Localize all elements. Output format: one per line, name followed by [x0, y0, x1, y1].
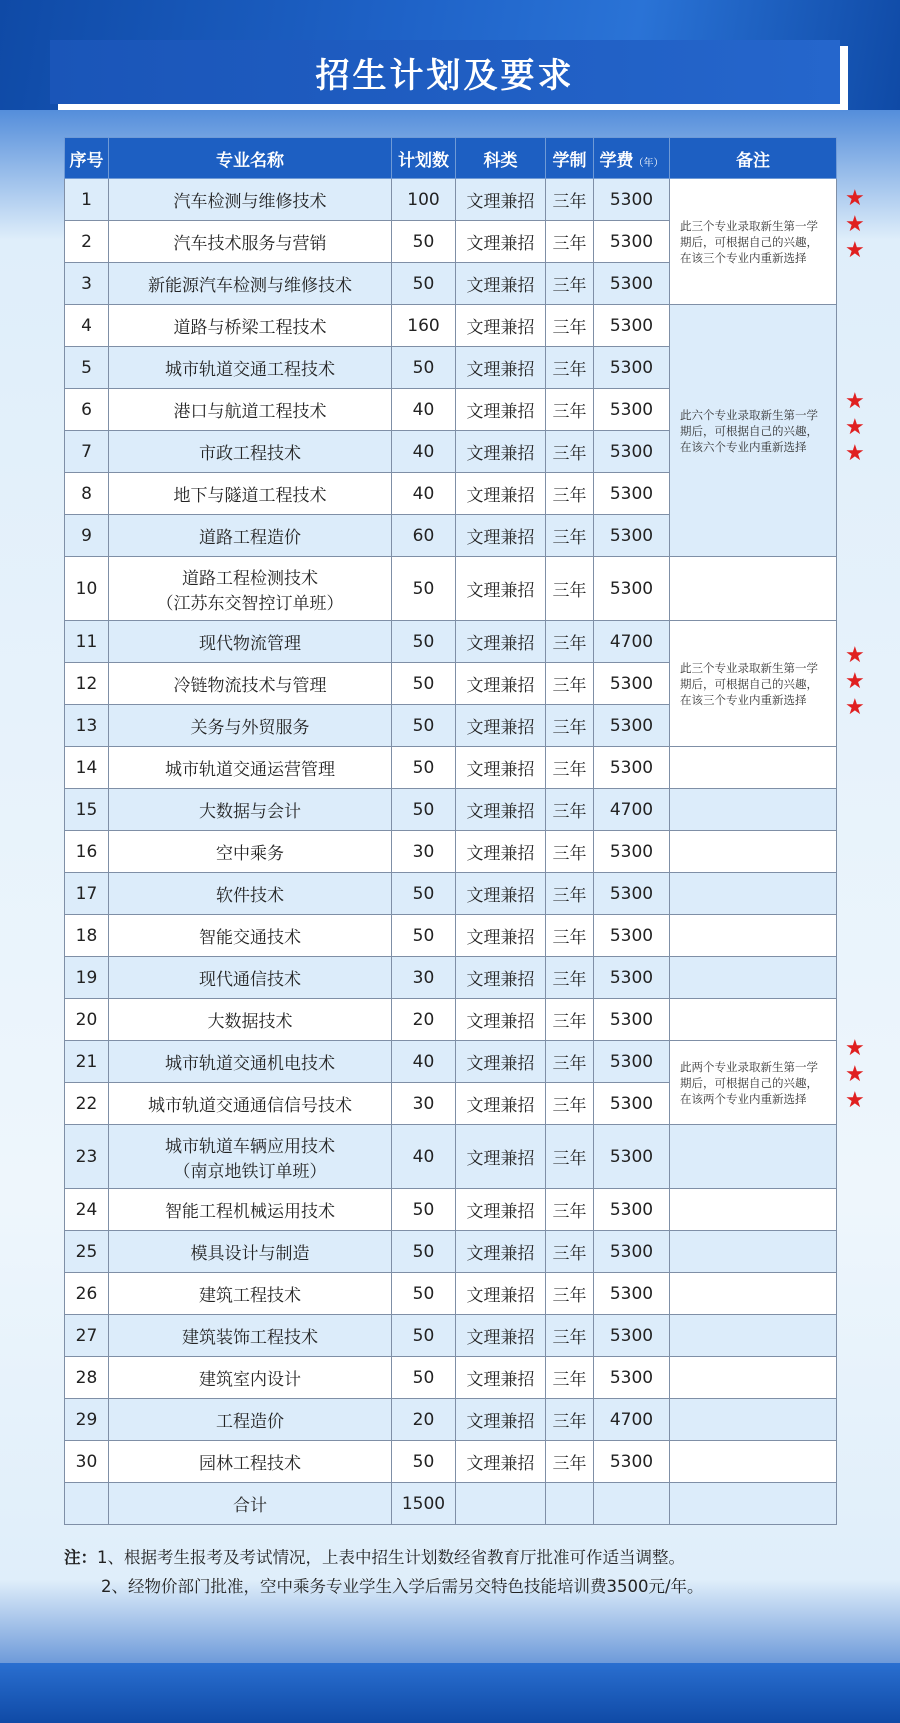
cell-name: 城市轨道车辆应用技术 （南京地铁订单班） — [109, 1125, 392, 1189]
remark-cell-empty — [670, 789, 837, 831]
star-icon: ★ — [845, 441, 865, 466]
table-row — [65, 747, 837, 789]
cell-fee: 5300 — [594, 557, 670, 621]
header-seq: 序号 — [65, 138, 109, 179]
cell-seq: 1 — [65, 179, 109, 221]
cell-fee: 5300 — [594, 1273, 670, 1315]
cell-seq: 4 — [65, 305, 109, 347]
header-fee: 学费（年） — [594, 138, 670, 179]
cell-fee: 5300 — [594, 1315, 670, 1357]
cell-plan: 50 — [392, 789, 456, 831]
cell-seq: 15 — [65, 789, 109, 831]
cell-category: 文理兼招 — [456, 1273, 546, 1315]
cell-name: 道路工程造价 — [109, 515, 392, 557]
cell-seq: 2 — [65, 221, 109, 263]
cell-seq: 10 — [65, 557, 109, 621]
cell-name: 软件技术 — [109, 873, 392, 915]
cell-plan: 50 — [392, 1315, 456, 1357]
cell-seq: 22 — [65, 1083, 109, 1125]
cell-fee: 5300 — [594, 263, 670, 305]
cell-plan: 50 — [392, 705, 456, 747]
remark-cell: 此三个专业录取新生第一学期后，可根据自己的兴趣，在该三个专业内重新选择 — [670, 179, 837, 305]
total-row — [65, 1483, 837, 1525]
cell-duration: 三年 — [546, 179, 594, 221]
cell-name: 城市轨道交通工程技术 — [109, 347, 392, 389]
page-title: 招生计划及要求 — [315, 55, 575, 96]
cell-seq: 14 — [65, 747, 109, 789]
cell-name: 关务与外贸服务 — [109, 705, 392, 747]
cell-name: 工程造价 — [109, 1399, 392, 1441]
total-label: 合计 — [109, 1483, 392, 1525]
cell-seq: 27 — [65, 1315, 109, 1357]
cell-seq: 21 — [65, 1041, 109, 1083]
table-row — [65, 557, 837, 621]
footnotes — [64, 1543, 864, 1601]
cell-duration: 三年 — [546, 663, 594, 705]
cell-duration: 三年 — [546, 557, 594, 621]
star-icon: ★ — [845, 695, 865, 720]
cell-seq: 28 — [65, 1357, 109, 1399]
remark-cell-empty — [670, 1441, 837, 1483]
cell-fee: 4700 — [594, 1399, 670, 1441]
remark-cell-empty — [670, 915, 837, 957]
cell-name: 汽车检测与维修技术 — [109, 179, 392, 221]
cell-category: 文理兼招 — [456, 621, 546, 663]
cell-category: 文理兼招 — [456, 1231, 546, 1273]
cell-category: 文理兼招 — [456, 831, 546, 873]
cell-category: 文理兼招 — [456, 389, 546, 431]
cell-duration: 三年 — [546, 473, 594, 515]
table-row — [65, 621, 837, 663]
cell-duration: 三年 — [546, 431, 594, 473]
cell-duration: 三年 — [546, 347, 594, 389]
remark-cell-empty — [670, 831, 837, 873]
cell-name: 港口与航道工程技术 — [109, 389, 392, 431]
header-category: 科类 — [456, 138, 546, 179]
cell-name: 道路工程检测技术 （江苏东交智控订单班） — [109, 557, 392, 621]
cell-seq: 18 — [65, 915, 109, 957]
cell-duration: 三年 — [546, 1083, 594, 1125]
cell-duration: 三年 — [546, 705, 594, 747]
table-row — [65, 957, 837, 999]
cell-category: 文理兼招 — [456, 557, 546, 621]
star-icon: ★ — [845, 389, 865, 414]
cell-fee: 4700 — [594, 789, 670, 831]
cell-seq: 20 — [65, 999, 109, 1041]
cell-category: 文理兼招 — [456, 1357, 546, 1399]
remark-cell-empty — [670, 1189, 837, 1231]
cell-fee: 4700 — [594, 621, 670, 663]
cell-fee: 5300 — [594, 873, 670, 915]
table-row — [65, 915, 837, 957]
header-duration: 学制 — [546, 138, 594, 179]
cell-duration: 三年 — [546, 221, 594, 263]
cell-name: 冷链物流技术与管理 — [109, 663, 392, 705]
cell-seq: 3 — [65, 263, 109, 305]
cell-duration: 三年 — [546, 1315, 594, 1357]
star-icon: ★ — [845, 415, 865, 440]
cell-category: 文理兼招 — [456, 999, 546, 1041]
cell-fee: 5300 — [594, 515, 670, 557]
cell-category: 文理兼招 — [456, 305, 546, 347]
cell-plan: 40 — [392, 1125, 456, 1189]
cell-name: 城市轨道交通运营管理 — [109, 747, 392, 789]
cell-plan: 50 — [392, 347, 456, 389]
bottom-banner — [0, 1663, 900, 1723]
cell-seq: 9 — [65, 515, 109, 557]
cell-name: 智能工程机械运用技术 — [109, 1189, 392, 1231]
cell-category: 文理兼招 — [456, 1399, 546, 1441]
cell-fee: 5300 — [594, 1357, 670, 1399]
cell-name: 现代物流管理 — [109, 621, 392, 663]
cell-category: 文理兼招 — [456, 347, 546, 389]
cell-category: 文理兼招 — [456, 431, 546, 473]
cell-plan: 50 — [392, 1357, 456, 1399]
cell-plan: 60 — [392, 515, 456, 557]
remark-cell-empty — [670, 557, 837, 621]
cell-name: 建筑装饰工程技术 — [109, 1315, 392, 1357]
cell-name: 建筑室内设计 — [109, 1357, 392, 1399]
table-row — [65, 1315, 837, 1357]
remark-cell-empty — [670, 1357, 837, 1399]
cell-plan: 50 — [392, 747, 456, 789]
cell-category: 文理兼招 — [456, 1083, 546, 1125]
table-row — [65, 1399, 837, 1441]
header-remark: 备注 — [670, 138, 837, 179]
cell-fee: 5300 — [594, 1083, 670, 1125]
star-icon: ★ — [845, 1088, 865, 1113]
title-banner — [50, 40, 850, 112]
star-icon: ★ — [845, 643, 865, 668]
cell-category: 文理兼招 — [456, 1441, 546, 1483]
cell-plan: 40 — [392, 1041, 456, 1083]
cell-plan: 50 — [392, 263, 456, 305]
cell-category: 文理兼招 — [456, 873, 546, 915]
cell-duration: 三年 — [546, 621, 594, 663]
table-row — [65, 999, 837, 1041]
cell-name: 市政工程技术 — [109, 431, 392, 473]
cell-duration: 三年 — [546, 1357, 594, 1399]
table-row — [65, 305, 837, 347]
cell-fee: 5300 — [594, 1125, 670, 1189]
cell-plan: 50 — [392, 873, 456, 915]
cell-plan: 50 — [392, 221, 456, 263]
remark-cell-empty — [670, 747, 837, 789]
cell-plan: 50 — [392, 1231, 456, 1273]
cell-fee: 5300 — [594, 1041, 670, 1083]
remark-cell: 此三个专业录取新生第一学期后，可根据自己的兴趣，在该三个专业内重新选择 — [670, 621, 837, 747]
remark-cell-empty — [670, 1125, 837, 1189]
table-row — [65, 1189, 837, 1231]
cell-plan: 20 — [392, 999, 456, 1041]
cell-seq: 6 — [65, 389, 109, 431]
cell-plan: 40 — [392, 473, 456, 515]
table-row — [65, 1125, 837, 1189]
remark-cell-empty — [670, 1273, 837, 1315]
cell-plan: 50 — [392, 621, 456, 663]
table-row — [65, 1441, 837, 1483]
star-icon: ★ — [845, 1036, 865, 1061]
cell-plan: 50 — [392, 1441, 456, 1483]
cell-duration: 三年 — [546, 789, 594, 831]
title-bar — [50, 40, 840, 104]
remark-cell-empty — [670, 1399, 837, 1441]
cell-seq: 7 — [65, 431, 109, 473]
cell-duration: 三年 — [546, 1441, 594, 1483]
cell-seq: 12 — [65, 663, 109, 705]
cell-category: 文理兼招 — [456, 1125, 546, 1189]
cell-seq: 26 — [65, 1273, 109, 1315]
cell-name: 智能交通技术 — [109, 915, 392, 957]
table-row — [65, 1357, 837, 1399]
cell-duration: 三年 — [546, 263, 594, 305]
cell-category: 文理兼招 — [456, 263, 546, 305]
star-icon: ★ — [845, 669, 865, 694]
cell-duration: 三年 — [546, 999, 594, 1041]
cell-seq: 11 — [65, 621, 109, 663]
cell-fee: 5300 — [594, 221, 670, 263]
cell-duration: 三年 — [546, 389, 594, 431]
total-plan: 1500 — [392, 1483, 456, 1525]
cell-plan: 50 — [392, 663, 456, 705]
cell-fee: 5300 — [594, 915, 670, 957]
cell-plan: 100 — [392, 179, 456, 221]
cell-duration: 三年 — [546, 1231, 594, 1273]
cell-duration: 三年 — [546, 515, 594, 557]
cell-plan: 50 — [392, 557, 456, 621]
footnote-1: 注：1、根据考生报考及考试情况，上表中招生计划数经省教育厅批准可作适当调整。 — [64, 1548, 685, 1567]
cell-category: 文理兼招 — [456, 179, 546, 221]
cell-fee: 5300 — [594, 831, 670, 873]
cell-duration: 三年 — [546, 305, 594, 347]
cell-category: 文理兼招 — [456, 1189, 546, 1231]
cell-fee: 5300 — [594, 305, 670, 347]
remark-cell-empty — [670, 873, 837, 915]
cell-seq: 16 — [65, 831, 109, 873]
cell-category: 文理兼招 — [456, 789, 546, 831]
header-plan: 计划数 — [392, 138, 456, 179]
cell-fee: 5300 — [594, 179, 670, 221]
cell-fee: 5300 — [594, 1441, 670, 1483]
cell-fee: 5300 — [594, 999, 670, 1041]
cell-seq: 25 — [65, 1231, 109, 1273]
cell-name: 城市轨道交通机电技术 — [109, 1041, 392, 1083]
cell-name: 现代通信技术 — [109, 957, 392, 999]
cell-category: 文理兼招 — [456, 957, 546, 999]
cell-fee: 5300 — [594, 431, 670, 473]
cell-fee: 5300 — [594, 1189, 670, 1231]
cell-fee: 5300 — [594, 389, 670, 431]
remark-cell: 此两个专业录取新生第一学期后，可根据自己的兴趣，在该两个专业内重新选择 — [670, 1041, 837, 1125]
cell-category: 文理兼招 — [456, 1315, 546, 1357]
star-icon: ★ — [845, 186, 865, 211]
cell-seq: 19 — [65, 957, 109, 999]
cell-duration: 三年 — [546, 1273, 594, 1315]
cell-name: 大数据技术 — [109, 999, 392, 1041]
cell-plan: 160 — [392, 305, 456, 347]
cell-name: 地下与隧道工程技术 — [109, 473, 392, 515]
cell-seq: 30 — [65, 1441, 109, 1483]
header-name: 专业名称 — [109, 138, 392, 179]
cell-plan: 40 — [392, 389, 456, 431]
cell-name: 园林工程技术 — [109, 1441, 392, 1483]
cell-name: 道路与桥梁工程技术 — [109, 305, 392, 347]
table-row — [65, 179, 837, 221]
cell-duration: 三年 — [546, 915, 594, 957]
cell-name: 大数据与会计 — [109, 789, 392, 831]
cell-name: 空中乘务 — [109, 831, 392, 873]
table-header-row — [65, 138, 837, 179]
table-row — [65, 1041, 837, 1083]
remark-cell-empty — [670, 999, 837, 1041]
cell-category: 文理兼招 — [456, 705, 546, 747]
cell-seq: 17 — [65, 873, 109, 915]
cell-duration: 三年 — [546, 831, 594, 873]
cell-category: 文理兼招 — [456, 915, 546, 957]
cell-plan: 50 — [392, 915, 456, 957]
cell-name: 模具设计与制造 — [109, 1231, 392, 1273]
cell-category: 文理兼招 — [456, 473, 546, 515]
cell-name: 建筑工程技术 — [109, 1273, 392, 1315]
cell-fee: 5300 — [594, 473, 670, 515]
remark-cell-empty — [670, 1231, 837, 1273]
star-icon: ★ — [845, 238, 865, 263]
cell-plan: 30 — [392, 1083, 456, 1125]
footnote-2: 2、经物价部门批准，空中乘务专业学生入学后需另交特色技能培训费3500元/年。 — [101, 1577, 704, 1596]
cell-category: 文理兼招 — [456, 747, 546, 789]
cell-fee: 5300 — [594, 705, 670, 747]
cell-name: 城市轨道交通通信信号技术 — [109, 1083, 392, 1125]
table-row — [65, 873, 837, 915]
cell-duration: 三年 — [546, 1189, 594, 1231]
cell-category: 文理兼招 — [456, 1041, 546, 1083]
cell-fee: 5300 — [594, 747, 670, 789]
cell-duration: 三年 — [546, 873, 594, 915]
cell-fee: 5300 — [594, 1231, 670, 1273]
cell-category: 文理兼招 — [456, 221, 546, 263]
cell-fee: 5300 — [594, 663, 670, 705]
cell-duration: 三年 — [546, 1041, 594, 1083]
cell-seq: 29 — [65, 1399, 109, 1441]
remark-cell-empty — [670, 957, 837, 999]
remark-cell: 此六个专业录取新生第一学期后，可根据自己的兴趣，在该六个专业内重新选择 — [670, 305, 837, 557]
cell-plan: 20 — [392, 1399, 456, 1441]
enrollment-table — [64, 137, 837, 1525]
cell-fee: 5300 — [594, 347, 670, 389]
table-row — [65, 1273, 837, 1315]
cell-duration: 三年 — [546, 747, 594, 789]
cell-plan: 30 — [392, 831, 456, 873]
cell-seq: 8 — [65, 473, 109, 515]
cell-seq: 5 — [65, 347, 109, 389]
star-icon: ★ — [845, 212, 865, 237]
cell-seq: 24 — [65, 1189, 109, 1231]
cell-name: 汽车技术服务与营销 — [109, 221, 392, 263]
cell-plan: 40 — [392, 431, 456, 473]
cell-duration: 三年 — [546, 1399, 594, 1441]
cell-plan: 50 — [392, 1189, 456, 1231]
cell-duration: 三年 — [546, 1125, 594, 1189]
cell-fee: 5300 — [594, 957, 670, 999]
cell-plan: 50 — [392, 1273, 456, 1315]
cell-plan: 30 — [392, 957, 456, 999]
cell-category: 文理兼招 — [456, 663, 546, 705]
table-row — [65, 831, 837, 873]
cell-seq: 13 — [65, 705, 109, 747]
cell-duration: 三年 — [546, 957, 594, 999]
cell-name: 新能源汽车检测与维修技术 — [109, 263, 392, 305]
table-row — [65, 1231, 837, 1273]
remark-cell-empty — [670, 1315, 837, 1357]
cell-seq: 23 — [65, 1125, 109, 1189]
table-row — [65, 789, 837, 831]
star-icon: ★ — [845, 1062, 865, 1087]
cell-category: 文理兼招 — [456, 515, 546, 557]
